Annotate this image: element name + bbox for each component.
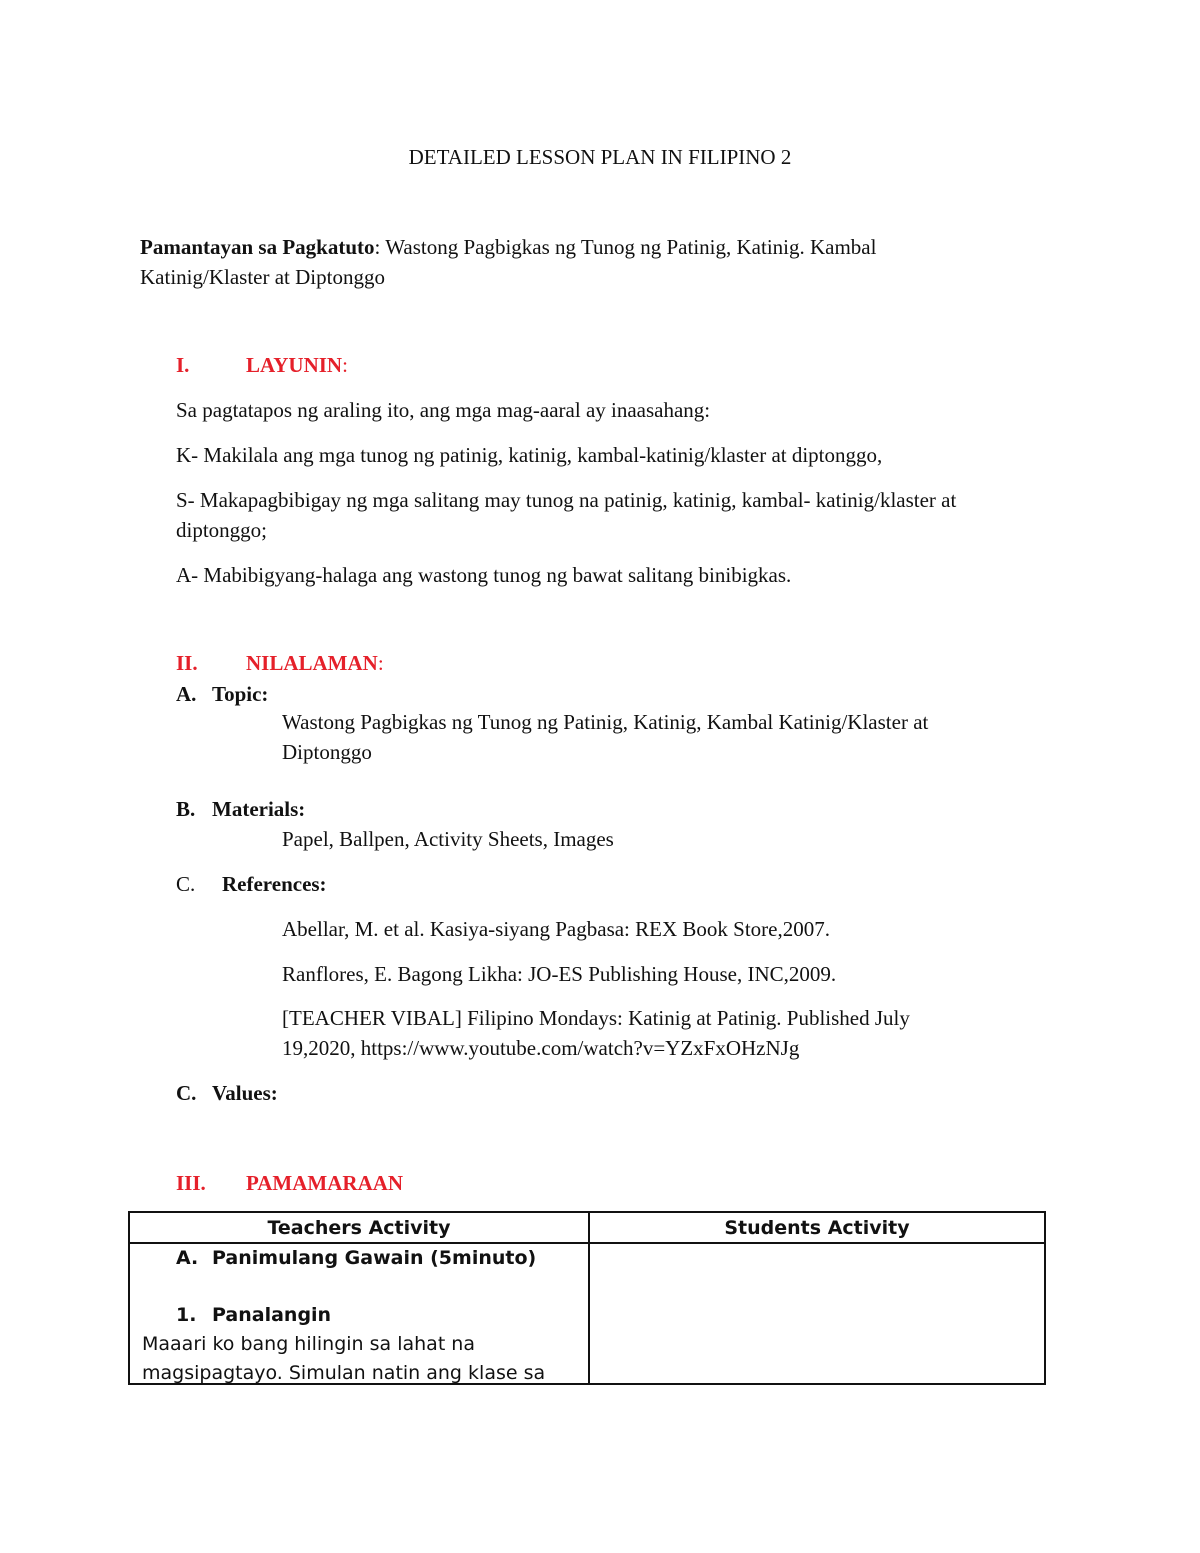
- materials-letter: B.: [176, 797, 196, 821]
- section2-heading-wrap: [246, 648, 384, 678]
- reference-3-line2: 19,2020, https://www.youtube.com/watch?v=YZxFxOHzNJg: [282, 1036, 800, 1060]
- references-letter: C.: [176, 872, 196, 896]
- prayer-text-line1: Maaari ko bang hilingin sa lahat na: [142, 1333, 475, 1355]
- topic-text-line2: Diptonggo: [282, 740, 372, 764]
- values-letter: C.: [176, 1081, 197, 1105]
- section3-number: III.: [176, 1171, 206, 1195]
- item-a-label: Panimulang Gawain (5minuto): [212, 1247, 537, 1269]
- teachers-activity-header: Teachers Activity: [267, 1217, 451, 1239]
- item-a-letter: A.: [176, 1247, 199, 1269]
- values-label: Values:: [212, 1081, 278, 1105]
- objectives-intro: Sa pagtatapos ng araling ito, ang mga mag-aaral ay inaasahang:: [176, 398, 711, 422]
- reference-1: Abellar, M. et al. Kasiya-siyang Pagbasa: REX Book Store,2007.: [282, 917, 830, 941]
- prayer-text-line2: magsipagtayo. Simulan natin ang klase sa: [142, 1362, 546, 1384]
- topic-label: Topic:: [212, 682, 269, 706]
- section2-heading: NILALAMAN: [246, 651, 378, 675]
- objective-s-line1: S- Makapagbibigay ng mga salitang may tunog na patinig, katinig, kambal- katinig/klaster at: [176, 488, 957, 512]
- references-label: References:: [222, 872, 327, 896]
- topic-letter: A.: [176, 682, 197, 706]
- objective-a: A- Mabibigyang-halaga ang wastong tunog ng bawat salitang binibigkas.: [176, 563, 792, 587]
- reference-2: Ranflores, E. Bagong Likha: JO-ES Publishing House, INC,2009.: [282, 962, 837, 986]
- item-1-label: Panalangin: [212, 1304, 332, 1326]
- section1-heading-wrap: [246, 350, 348, 380]
- section1-number: I.: [176, 353, 190, 377]
- reference-3-line1: [TEACHER VIBAL] Filipino Mondays: Katinig at Patinig. Published July: [282, 1006, 910, 1030]
- pamantayan-line1: [140, 232, 876, 262]
- activity-table: [128, 1211, 1046, 1385]
- pamantayan-line2: Katinig/Klaster at Diptonggo: [140, 265, 385, 289]
- section1-heading: LAYUNIN: [246, 353, 343, 377]
- topic-text-line1: Wastong Pagbigkas ng Tunog ng Patinig, Katinig, Kambal Katinig/Klaster at: [282, 710, 929, 734]
- section3-heading: PAMAMARAAN: [246, 1171, 404, 1195]
- pamantayan-text: : Wastong Pagbigkas ng Tunog ng Patinig, Katinig. Kambal: [374, 235, 877, 259]
- objective-s-line2: diptonggo;: [176, 518, 268, 542]
- materials-text: Papel, Ballpen, Activity Sheets, Images: [282, 827, 614, 851]
- document-title: DETAILED LESSON PLAN IN FILIPINO 2: [408, 145, 792, 169]
- objective-k: K- Makilala ang mga tunog ng patinig, katinig, kambal-katinig/klaster at diptonggo,: [176, 443, 883, 467]
- students-activity-header: Students Activity: [724, 1217, 910, 1239]
- section1-colon: :: [342, 353, 348, 377]
- section2-number: II.: [176, 651, 198, 675]
- pamantayan-label: Pamantayan sa Pagkatuto: [140, 235, 375, 259]
- section2-colon: :: [377, 651, 384, 675]
- materials-label: Materials:: [212, 797, 306, 821]
- item-1-number: 1.: [176, 1304, 197, 1326]
